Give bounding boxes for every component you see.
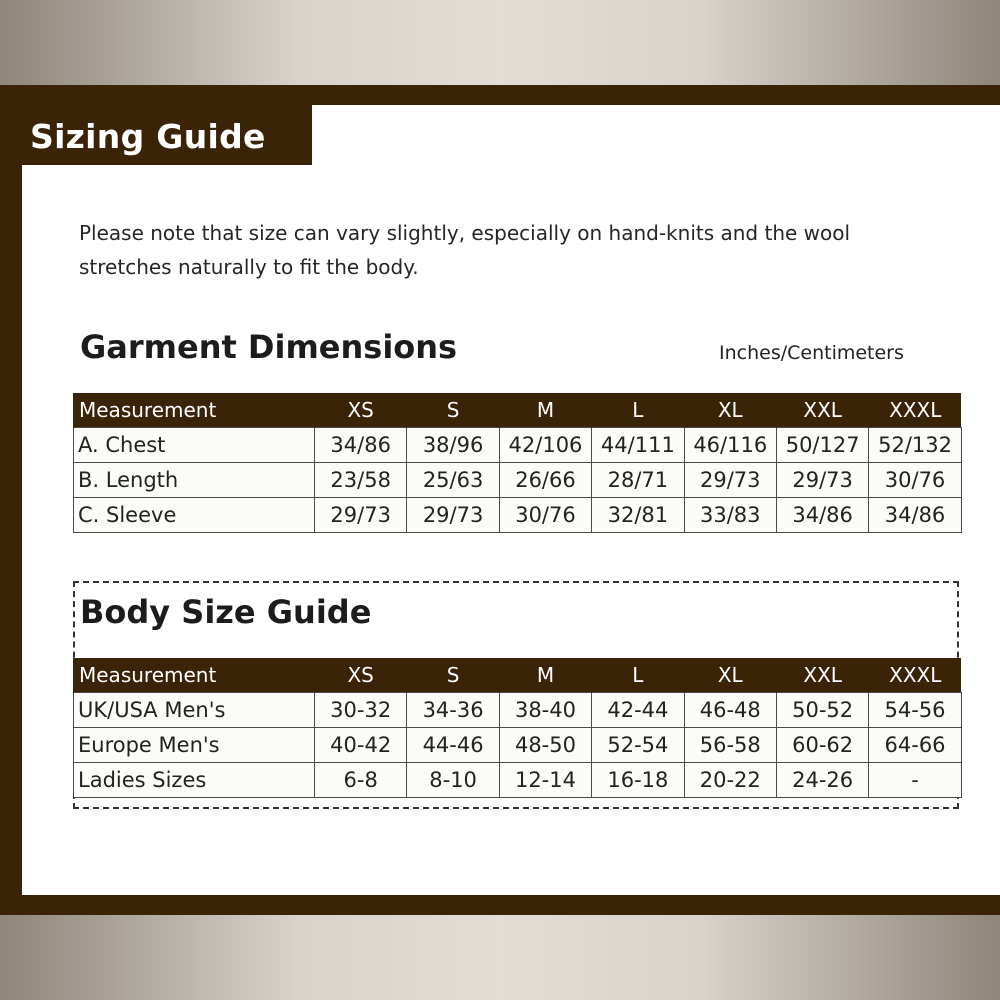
- sizing-note: Please note that size can vary slightly, especially on hand-knits and the wool stretches naturally to fit the body.: [79, 221, 851, 279]
- table-cell: 42/106: [499, 428, 591, 463]
- table-cell: 30-32: [315, 693, 407, 728]
- table-cell: 8-10: [407, 763, 499, 798]
- table-cell: 54-56: [869, 693, 961, 728]
- table-cell: 38-40: [499, 693, 591, 728]
- table-cell: 30/76: [869, 463, 961, 498]
- table-cell: 56-58: [684, 728, 776, 763]
- table-header-row: [74, 658, 962, 693]
- table-cell: 46-48: [684, 693, 776, 728]
- table-row: [74, 463, 962, 498]
- column-header-xs: XS: [315, 658, 407, 693]
- column-header-s: S: [407, 658, 499, 693]
- table-cell: 50-52: [776, 693, 868, 728]
- column-header-s: S: [407, 393, 499, 428]
- table-row: [74, 728, 962, 763]
- table-cell: 34/86: [315, 428, 407, 463]
- table-cell: 44/111: [592, 428, 684, 463]
- table-cell: 64-66: [869, 728, 961, 763]
- body-size-guide-table: [73, 658, 962, 798]
- table-cell: 40-42: [315, 728, 407, 763]
- table-cell: 33/83: [684, 498, 776, 533]
- table-cell: 29/73: [407, 498, 499, 533]
- table-cell: 34/86: [869, 498, 961, 533]
- column-header-xxl: XXL: [776, 393, 868, 428]
- column-header-l: L: [592, 393, 684, 428]
- table-cell: 29/73: [315, 498, 407, 533]
- table-cell: 34/86: [776, 498, 868, 533]
- column-header-xs: XS: [315, 393, 407, 428]
- table-cell: 48-50: [499, 728, 591, 763]
- table-cell: 30/76: [499, 498, 591, 533]
- table-cell: 12-14: [499, 763, 591, 798]
- table-cell: 26/66: [499, 463, 591, 498]
- table-row: [74, 693, 962, 728]
- column-header-measurement: Measurement: [74, 658, 315, 693]
- table-cell: 20-22: [684, 763, 776, 798]
- table-header-row: [74, 393, 962, 428]
- table-cell: 60-62: [776, 728, 868, 763]
- table-cell: 50/127: [776, 428, 868, 463]
- row-label: Europe Men's: [74, 728, 315, 763]
- table-cell: 52-54: [592, 728, 684, 763]
- table-cell: 29/73: [776, 463, 868, 498]
- table-cell: 6-8: [315, 763, 407, 798]
- column-header-xxxl: XXXL: [869, 393, 961, 428]
- row-label: A. Chest: [74, 428, 315, 463]
- table-cell: 52/132: [869, 428, 961, 463]
- table-cell: 25/63: [407, 463, 499, 498]
- page-title: Sizing Guide: [30, 117, 266, 156]
- table-cell: 42-44: [592, 693, 684, 728]
- units-label: Inches/Centimeters: [719, 342, 904, 364]
- table-cell: 32/81: [592, 498, 684, 533]
- table-cell: -: [869, 763, 961, 798]
- row-label: C. Sleeve: [74, 498, 315, 533]
- table-cell: 24-26: [776, 763, 868, 798]
- column-header-xxl: XXL: [776, 658, 868, 693]
- table-cell: 29/73: [684, 463, 776, 498]
- table-cell: 38/96: [407, 428, 499, 463]
- table-cell: 28/71: [592, 463, 684, 498]
- garment-dimensions-table: [73, 393, 962, 533]
- column-header-xl: XL: [684, 393, 776, 428]
- table-cell: 46/116: [684, 428, 776, 463]
- garment-dimensions-title: Garment Dimensions: [80, 328, 458, 366]
- body-size-guide-title: Body Size Guide: [80, 593, 372, 631]
- column-header-l: L: [592, 658, 684, 693]
- content-layer: [22, 105, 1000, 895]
- row-label: Ladies Sizes: [74, 763, 315, 798]
- table-cell: 16-18: [592, 763, 684, 798]
- column-header-m: M: [499, 393, 591, 428]
- table-cell: 23/58: [315, 463, 407, 498]
- column-header-measurement: Measurement: [74, 393, 315, 428]
- table-row: [74, 763, 962, 798]
- table-row: [74, 498, 962, 533]
- column-header-xxxl: XXXL: [869, 658, 961, 693]
- column-header-m: M: [499, 658, 591, 693]
- row-label: B. Length: [74, 463, 315, 498]
- table-cell: 44-46: [407, 728, 499, 763]
- table-cell: 34-36: [407, 693, 499, 728]
- row-label: UK/USA Men's: [74, 693, 315, 728]
- table-row: [74, 428, 962, 463]
- column-header-xl: XL: [684, 658, 776, 693]
